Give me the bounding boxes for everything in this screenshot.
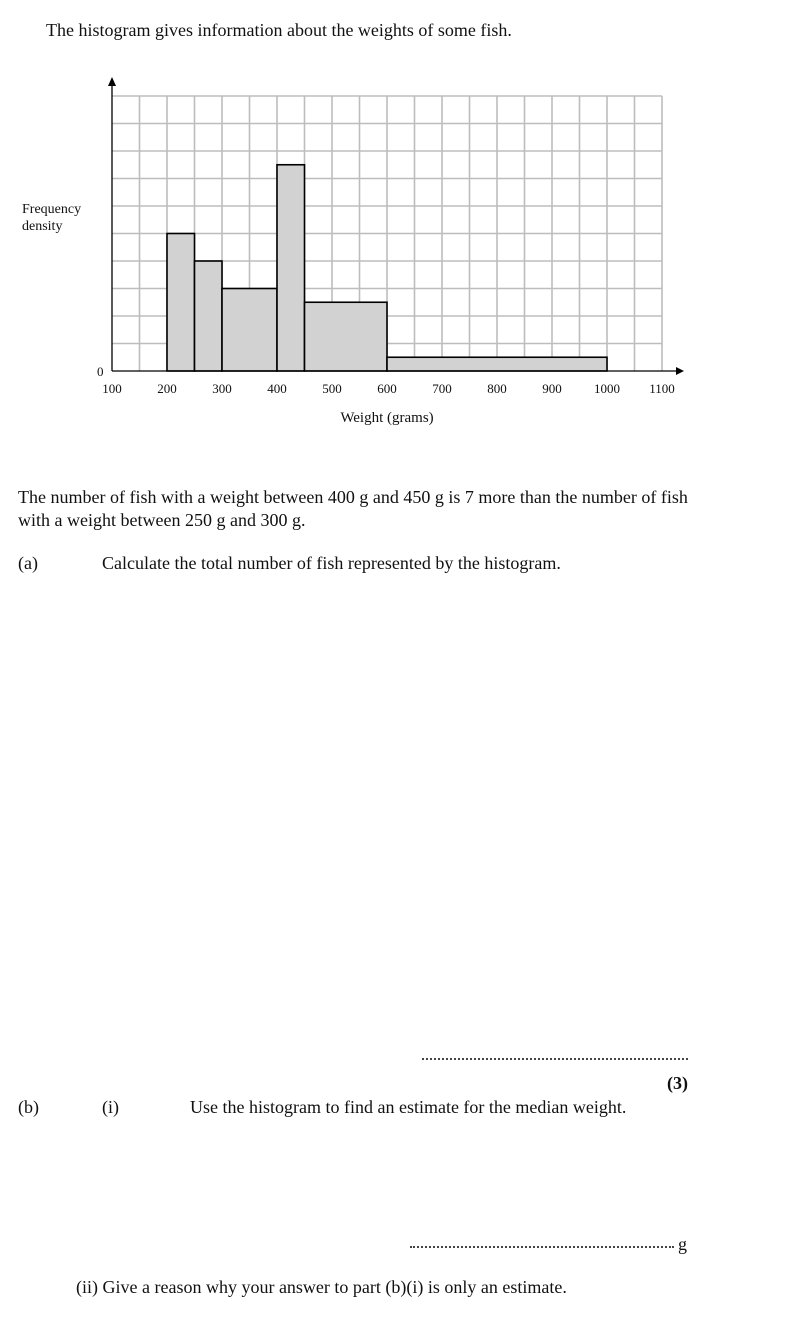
- x-tick-label: 300: [212, 381, 232, 396]
- y-axis-arrow-icon: [108, 77, 116, 86]
- x-tick-label: 800: [487, 381, 507, 396]
- x-tick-label: 500: [322, 381, 342, 396]
- part-b-ii-question: (ii) Give a reason why your answer to part (b)(i) is only an estimate.: [76, 1277, 567, 1297]
- histogram-chart: [0, 60, 800, 440]
- part-b-label: (b): [18, 1097, 39, 1117]
- part-a-label: (a): [18, 553, 38, 573]
- histogram-bar: [167, 234, 195, 372]
- y-axis-label-line2: density: [22, 219, 63, 234]
- x-tick-label: 1100: [649, 381, 675, 396]
- intro-text: The histogram gives information about the weights of some fish.: [46, 20, 512, 40]
- histogram-bar: [277, 165, 305, 371]
- x-tick-label: 200: [157, 381, 177, 396]
- x-tick-label: 700: [432, 381, 452, 396]
- x-axis-arrow-icon: [676, 367, 684, 375]
- histogram-bar: [222, 289, 277, 372]
- answer-line-b[interactable]: [410, 1240, 674, 1248]
- x-axis-label: Weight (grams): [340, 410, 434, 426]
- answer-unit: g: [678, 1234, 687, 1254]
- info-paragraph: The number of fish with a weight between 400 g and 450 g is 7 more than the number of fish with a weight between 250 g and 300 g.: [18, 487, 688, 530]
- x-tick-label: 600: [377, 381, 397, 396]
- part-a-question: Calculate the total number of fish represented by the histogram.: [102, 553, 561, 573]
- x-tick-label: 1000: [594, 381, 620, 396]
- x-tick-label: 900: [542, 381, 562, 396]
- x-tick-label: 100: [102, 381, 122, 396]
- histogram-bar: [387, 357, 607, 371]
- answer-line-a[interactable]: [422, 1052, 688, 1060]
- chart-tick-labels: [102, 381, 675, 396]
- part-b-i-question: Use the histogram to find an estimate for the median weight.: [190, 1097, 627, 1117]
- x-tick-label: 400: [267, 381, 287, 396]
- histogram-bar: [195, 261, 223, 371]
- y-axis-label-line1: Frequency: [22, 202, 82, 217]
- part-b-i-label: (i): [102, 1097, 119, 1117]
- histogram-bar: [305, 302, 388, 371]
- part-a-marks: (3): [667, 1073, 688, 1093]
- y-origin-label: 0: [97, 364, 104, 379]
